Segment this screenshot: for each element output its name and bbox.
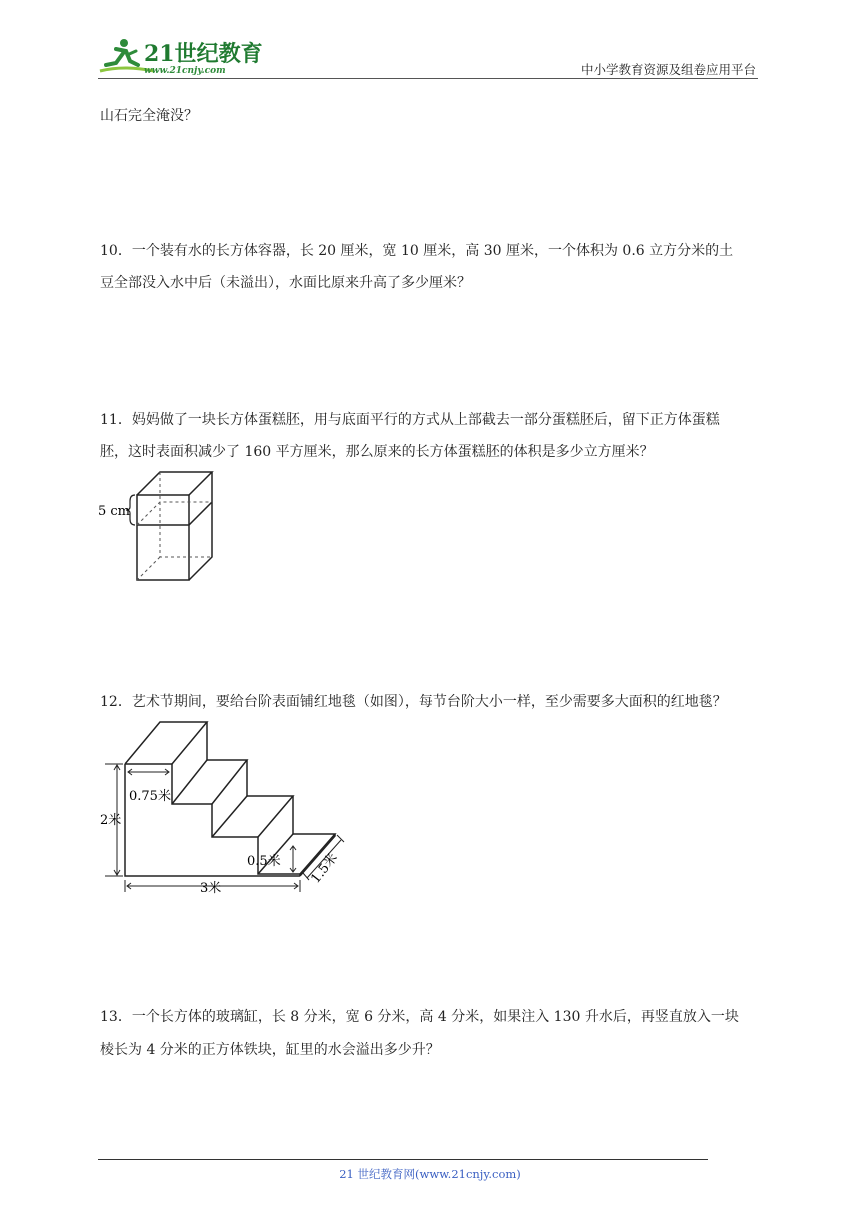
q10-line1: 10．一个装有水的长方体容器，长 20 厘米，宽 10 厘米，高 30 厘米，一个体积为 0.6 立方分米的土 bbox=[100, 243, 734, 259]
q13-line2: 棱长为 4 分米的正方体铁块，缸里的水会溢出多少升？ bbox=[100, 1042, 440, 1058]
q13-line1: 13．一个长方体的玻璃缸，长 8 分米，宽 6 分米，高 4 分米，如果注入 130 升水后，再竖直放入一块 bbox=[100, 1009, 739, 1025]
q11-line2: 胚，这时表面积减少了 160 平方厘米，那么原来的长方体蛋糕胚的体积是多少立方厘米？ bbox=[100, 444, 654, 460]
total-length-label: 3米 bbox=[200, 881, 222, 896]
stair-width-label: 1.5米 bbox=[308, 850, 341, 887]
logo-url: www.21cnjy.com bbox=[144, 66, 226, 76]
cake-cut-height-label: 5 cm bbox=[98, 504, 131, 519]
header-divider bbox=[98, 78, 758, 79]
cake-cuboid-figure bbox=[95, 465, 225, 589]
logo-text: 21世纪教育 bbox=[144, 41, 263, 67]
staircase-figure bbox=[95, 712, 375, 906]
q12-line1: 12．艺术节期间，要给台阶表面铺红地毯（如图），每节台阶大小一样，至少需要多大面积的红地毯？ bbox=[100, 694, 727, 710]
site-logo bbox=[94, 35, 264, 77]
total-height-label: 2米 bbox=[100, 813, 122, 828]
footer-divider bbox=[98, 1159, 708, 1160]
step-height-label: 0.5米 bbox=[247, 854, 281, 869]
step-depth-label: 0.75米 bbox=[129, 789, 171, 804]
q11-line1: 11．妈妈做了一块长方体蛋糕胚，用与底面平行的方式从上部截去一部分蛋糕胚后，留下正方体蛋糕 bbox=[100, 412, 720, 428]
q9-tail-text: 山石完全淹没？ bbox=[100, 108, 198, 124]
footer-text[interactable]: 21 世纪教育网(www.21cnjy.com) bbox=[339, 1167, 521, 1181]
q10-line2: 豆全部没入水中后（未溢出），水面比原来升高了多少厘米？ bbox=[100, 275, 471, 291]
header-platform-text: 中小学教育资源及组卷应用平台 bbox=[580, 62, 756, 77]
